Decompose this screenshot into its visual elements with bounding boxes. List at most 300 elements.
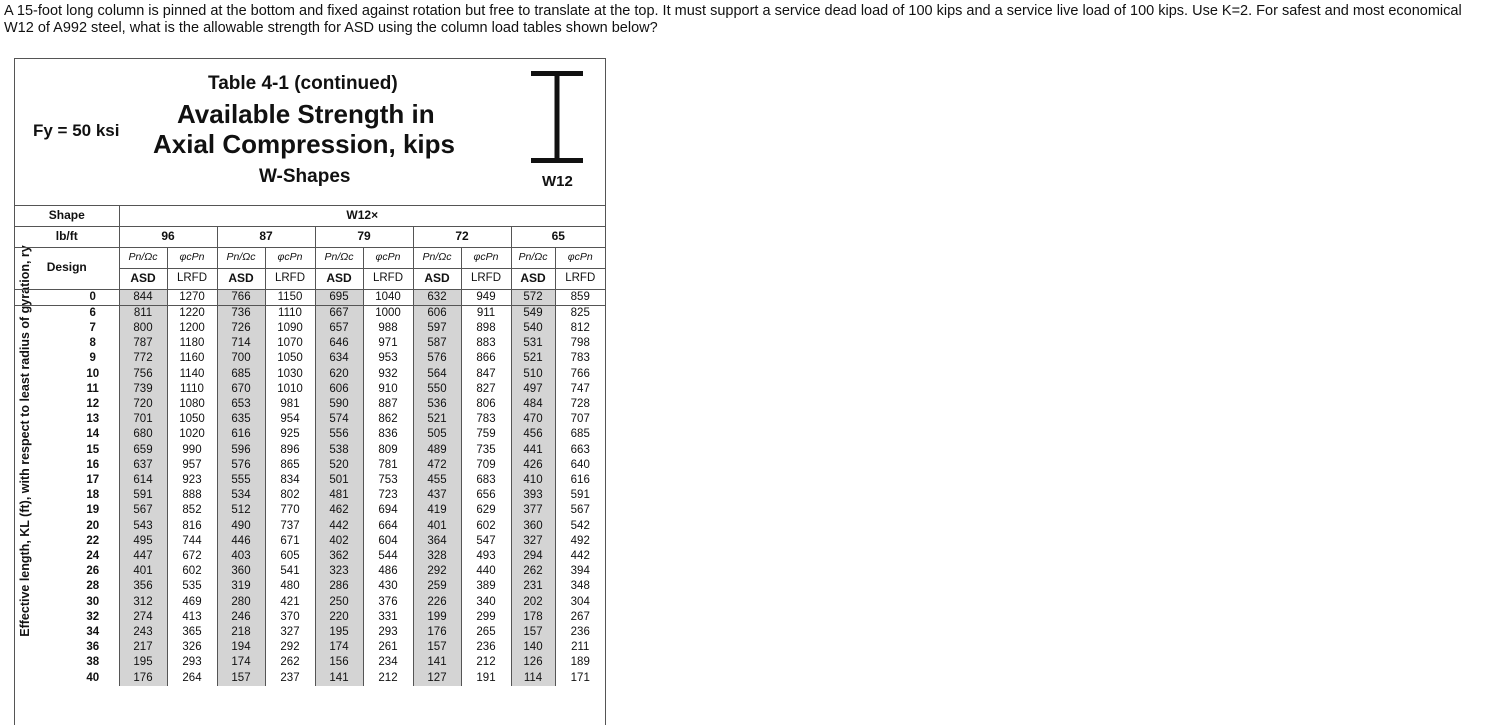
lrfd-strength-cell: 896 bbox=[265, 443, 315, 458]
asd-strength-cell: 403 bbox=[217, 549, 265, 564]
table-row bbox=[15, 397, 605, 412]
lrfd-strength-cell: 990 bbox=[167, 443, 217, 458]
asd-strength-cell: 126 bbox=[511, 655, 555, 670]
lrfd-strength-cell: 542 bbox=[555, 519, 605, 534]
kl-value: 20 bbox=[86, 519, 100, 532]
lrfd-strength-cell: 535 bbox=[167, 579, 217, 594]
lrfd-strength-cell: 954 bbox=[265, 412, 315, 427]
lrfd-strength-cell: 1270 bbox=[167, 289, 217, 305]
lrfd-strength-cell: 798 bbox=[555, 336, 605, 351]
lrfd-strength-cell: 304 bbox=[555, 595, 605, 610]
kl-value: 28 bbox=[86, 580, 100, 593]
asd-strength-cell: 632 bbox=[413, 289, 461, 305]
axis-spacer bbox=[15, 305, 67, 321]
asd-strength-cell: 294 bbox=[511, 549, 555, 564]
asd-strength-cell: 446 bbox=[217, 534, 265, 549]
lrfd-strength-cell: 236 bbox=[461, 640, 511, 655]
table-row bbox=[15, 564, 605, 579]
lrfd-strength-cell: 1200 bbox=[167, 321, 217, 336]
asd-strength-cell: 259 bbox=[413, 579, 461, 594]
kl-value: 15 bbox=[86, 443, 100, 456]
table-row bbox=[15, 473, 605, 488]
asd-strength-cell: 521 bbox=[511, 351, 555, 366]
kl-value: 14 bbox=[86, 428, 100, 441]
lrfd-strength-cell: 261 bbox=[363, 640, 413, 655]
lrfd-strength-cell: 806 bbox=[461, 397, 511, 412]
lrfd-strength-cell: 1050 bbox=[265, 351, 315, 366]
lrfd-strength-cell: 602 bbox=[167, 564, 217, 579]
weight-72: 72 bbox=[413, 226, 511, 247]
asd-strength-cell: 470 bbox=[511, 412, 555, 427]
kl-value: 0 bbox=[89, 290, 96, 303]
table-number: Table 4-1 (continued) bbox=[208, 73, 398, 94]
asd-strength-cell: 736 bbox=[217, 305, 265, 321]
lrfd-strength-cell: 604 bbox=[363, 534, 413, 549]
lrfd-strength-cell: 340 bbox=[461, 595, 511, 610]
lrfd-strength-cell: 493 bbox=[461, 549, 511, 564]
weight-96: 96 bbox=[119, 226, 217, 247]
table-row bbox=[15, 412, 605, 427]
asd-strength-cell: 596 bbox=[217, 443, 265, 458]
lrfd-strength-cell: 981 bbox=[265, 397, 315, 412]
table-row bbox=[15, 336, 605, 351]
lrfd-strength-cell: 331 bbox=[363, 610, 413, 625]
asd-strength-cell: 685 bbox=[217, 367, 265, 382]
table-row bbox=[15, 610, 605, 625]
asd-strength-cell: 540 bbox=[511, 321, 555, 336]
asd-strength-cell: 194 bbox=[217, 640, 265, 655]
asd-strength-cell: 481 bbox=[315, 488, 363, 503]
asd-strength-cell: 220 bbox=[315, 610, 363, 625]
lrfd-strength-cell: 759 bbox=[461, 427, 511, 442]
table-row bbox=[15, 595, 605, 610]
lrfd-strength-cell: 685 bbox=[555, 427, 605, 442]
axis-spacer bbox=[15, 397, 67, 412]
lrfd-strength-cell: 442 bbox=[555, 549, 605, 564]
asd-strength-cell: 756 bbox=[119, 367, 167, 382]
lrfd-strength-cell: 744 bbox=[167, 534, 217, 549]
asd-strength-cell: 426 bbox=[511, 458, 555, 473]
lrfd-strength-cell: 440 bbox=[461, 564, 511, 579]
asd-strength-cell: 456 bbox=[511, 427, 555, 442]
lrfd-strength-cell: 783 bbox=[461, 412, 511, 427]
lrfd-strength-cell: 264 bbox=[167, 671, 217, 686]
asd-strength-cell: 195 bbox=[119, 655, 167, 670]
lrfd-strength-cell: 709 bbox=[461, 458, 511, 473]
asd-strength-cell: 114 bbox=[511, 671, 555, 686]
asd-strength-cell: 402 bbox=[315, 534, 363, 549]
asd-strength-cell: 174 bbox=[217, 655, 265, 670]
asd-strength-cell: 231 bbox=[511, 579, 555, 594]
asd-strength-cell: 653 bbox=[217, 397, 265, 412]
lrfd-strength-cell: 671 bbox=[265, 534, 315, 549]
table-row bbox=[15, 321, 605, 336]
lrfd-strength-cell: 299 bbox=[461, 610, 511, 625]
lrfd-strength-cell: 1020 bbox=[167, 427, 217, 442]
weight-87: 87 bbox=[217, 226, 315, 247]
shape-series-label: W12 bbox=[542, 173, 573, 190]
asd-strength-cell: 176 bbox=[119, 671, 167, 686]
asd-strength-cell: 844 bbox=[119, 289, 167, 305]
asd-strength-cell: 534 bbox=[217, 488, 265, 503]
kl-value: 18 bbox=[86, 489, 100, 502]
lrfd-strength-cell: 469 bbox=[167, 595, 217, 610]
lrfd-strength-cell: 212 bbox=[461, 655, 511, 670]
kl-value: 10 bbox=[86, 367, 100, 380]
lrfd-symbol: φcPn bbox=[167, 247, 217, 268]
asd-strength-cell: 597 bbox=[413, 321, 461, 336]
lrfd-strength-cell: 834 bbox=[265, 473, 315, 488]
asd-strength-cell: 323 bbox=[315, 564, 363, 579]
lrfd-strength-cell: 365 bbox=[167, 625, 217, 640]
lrfd-strength-cell: 883 bbox=[461, 336, 511, 351]
asd-strength-cell: 218 bbox=[217, 625, 265, 640]
asd-strength-cell: 393 bbox=[511, 488, 555, 503]
lrfd-strength-cell: 486 bbox=[363, 564, 413, 579]
table-row bbox=[15, 503, 605, 518]
lrfd-strength-cell: 1010 bbox=[265, 382, 315, 397]
lrfd-strength-cell: 825 bbox=[555, 305, 605, 321]
lrfd-strength-cell: 591 bbox=[555, 488, 605, 503]
design-label: Design bbox=[15, 247, 119, 289]
axis-spacer bbox=[15, 579, 67, 594]
asd-strength-cell: 442 bbox=[315, 519, 363, 534]
asd-strength-cell: 538 bbox=[315, 443, 363, 458]
asd-strength-cell: 472 bbox=[413, 458, 461, 473]
lrfd-strength-cell: 925 bbox=[265, 427, 315, 442]
lrfd-strength-cell: 1160 bbox=[167, 351, 217, 366]
asd-strength-cell: 700 bbox=[217, 351, 265, 366]
table-row bbox=[15, 367, 605, 382]
lrfd-strength-cell: 1140 bbox=[167, 367, 217, 382]
asd-strength-cell: 243 bbox=[119, 625, 167, 640]
lrfd-strength-cell: 262 bbox=[265, 655, 315, 670]
asd-strength-cell: 419 bbox=[413, 503, 461, 518]
lrfd-strength-cell: 191 bbox=[461, 671, 511, 686]
kl-value: 16 bbox=[86, 458, 100, 471]
asd-strength-cell: 726 bbox=[217, 321, 265, 336]
asd-strength-cell: 127 bbox=[413, 671, 461, 686]
asd-strength-cell: 572 bbox=[511, 289, 555, 305]
asd-strength-cell: 555 bbox=[217, 473, 265, 488]
table-row bbox=[15, 351, 605, 366]
asd-strength-cell: 401 bbox=[119, 564, 167, 579]
asd-strength-cell: 670 bbox=[217, 382, 265, 397]
asd-strength-cell: 377 bbox=[511, 503, 555, 518]
lrfd-strength-cell: 663 bbox=[555, 443, 605, 458]
lrfd-strength-cell: 293 bbox=[167, 655, 217, 670]
table-subtitle: W-Shapes bbox=[259, 166, 351, 187]
axis-spacer bbox=[15, 321, 67, 336]
axis-spacer bbox=[15, 671, 67, 686]
axis-spacer bbox=[15, 595, 67, 610]
asd-strength-cell: 490 bbox=[217, 519, 265, 534]
lrfd-strength-cell: 1220 bbox=[167, 305, 217, 321]
asd-strength-cell: 543 bbox=[119, 519, 167, 534]
lrfd-strength-cell: 212 bbox=[363, 671, 413, 686]
table-row bbox=[15, 382, 605, 397]
asd-strength-cell: 510 bbox=[511, 367, 555, 382]
asd-strength-cell: 140 bbox=[511, 640, 555, 655]
lrfd-strength-cell: 852 bbox=[167, 503, 217, 518]
table-row bbox=[15, 488, 605, 503]
lrfd-strength-cell: 394 bbox=[555, 564, 605, 579]
axis-spacer bbox=[15, 625, 67, 640]
lrfd-strength-cell: 211 bbox=[555, 640, 605, 655]
lrfd-strength-cell: 971 bbox=[363, 336, 413, 351]
lrfd-symbol: φcPn bbox=[555, 247, 605, 268]
asd-symbol: Pn/Ωc bbox=[315, 247, 363, 268]
lrfd-strength-cell: 541 bbox=[265, 564, 315, 579]
asd-strength-cell: 246 bbox=[217, 610, 265, 625]
asd-strength-cell: 202 bbox=[511, 595, 555, 610]
lrfd-strength-cell: 766 bbox=[555, 367, 605, 382]
lrfd-strength-cell: 910 bbox=[363, 382, 413, 397]
asd-strength-cell: 531 bbox=[511, 336, 555, 351]
table-row bbox=[15, 655, 605, 670]
table-row bbox=[15, 549, 605, 564]
table-row bbox=[15, 305, 605, 321]
asd-strength-cell: 156 bbox=[315, 655, 363, 670]
asd-strength-cell: 447 bbox=[119, 549, 167, 564]
lrfd-strength-cell: 836 bbox=[363, 427, 413, 442]
asd-strength-cell: 274 bbox=[119, 610, 167, 625]
kl-value: 8 bbox=[89, 337, 96, 350]
lrfd-strength-cell: 707 bbox=[555, 412, 605, 427]
table-title-line2: Axial Compression, kips bbox=[153, 129, 455, 159]
asd-strength-cell: 362 bbox=[315, 549, 363, 564]
table-title-line1: Available Strength in bbox=[177, 99, 435, 129]
kl-value: 7 bbox=[89, 321, 96, 334]
asd-strength-cell: 564 bbox=[413, 367, 461, 382]
lrfd-strength-cell: 847 bbox=[461, 367, 511, 382]
lrfd-strength-cell: 747 bbox=[555, 382, 605, 397]
table-row bbox=[15, 427, 605, 442]
lrfd-strength-cell: 234 bbox=[363, 655, 413, 670]
axis-spacer bbox=[15, 610, 67, 625]
wide-flange-icon bbox=[531, 71, 583, 163]
lrfd-label: LRFD bbox=[555, 268, 605, 289]
kl-value: 30 bbox=[86, 595, 100, 608]
asd-label: ASD bbox=[413, 268, 461, 289]
asd-strength-cell: 501 bbox=[315, 473, 363, 488]
kl-value: 24 bbox=[86, 549, 100, 562]
kl-value: 40 bbox=[86, 671, 100, 684]
asd-strength-cell: 635 bbox=[217, 412, 265, 427]
kl-value: 17 bbox=[86, 473, 100, 486]
asd-strength-cell: 606 bbox=[413, 305, 461, 321]
kl-value: 13 bbox=[86, 413, 100, 426]
asd-strength-cell: 614 bbox=[119, 473, 167, 488]
lrfd-strength-cell: 809 bbox=[363, 443, 413, 458]
asd-strength-cell: 646 bbox=[315, 336, 363, 351]
lrfd-strength-cell: 932 bbox=[363, 367, 413, 382]
lrfd-symbol: φcPn bbox=[461, 247, 511, 268]
lrfd-strength-cell: 770 bbox=[265, 503, 315, 518]
lrfd-strength-cell: 827 bbox=[461, 382, 511, 397]
asd-strength-cell: 437 bbox=[413, 488, 461, 503]
asd-strength-cell: 590 bbox=[315, 397, 363, 412]
question-text: A 15-foot long column is pinned at the bottom and fixed against rotation but free to translate at the top. It must support a service dead load of 100 kips and a service live load of 100 kips. Use K=2. For safest and most economical W12 of A992 steel, what is the allowable strength for ASD using the column load tables shown below? bbox=[4, 3, 1462, 36]
lrfd-strength-cell: 911 bbox=[461, 305, 511, 321]
lrfd-strength-cell: 887 bbox=[363, 397, 413, 412]
lrfd-strength-cell: 327 bbox=[265, 625, 315, 640]
lrfd-strength-cell: 753 bbox=[363, 473, 413, 488]
axis-spacer bbox=[15, 458, 67, 473]
asd-strength-cell: 549 bbox=[511, 305, 555, 321]
table-row bbox=[15, 671, 605, 686]
asd-strength-cell: 327 bbox=[511, 534, 555, 549]
lrfd-strength-cell: 189 bbox=[555, 655, 605, 670]
kl-value: 19 bbox=[86, 504, 100, 517]
lrfd-strength-cell: 888 bbox=[167, 488, 217, 503]
lrfd-strength-cell: 236 bbox=[555, 625, 605, 640]
kl-value: 11 bbox=[86, 382, 99, 395]
lrfd-strength-cell: 1050 bbox=[167, 412, 217, 427]
axis-spacer bbox=[15, 503, 67, 518]
asd-strength-cell: 620 bbox=[315, 367, 363, 382]
asd-strength-cell: 811 bbox=[119, 305, 167, 321]
table-row bbox=[15, 640, 605, 655]
asd-strength-cell: 195 bbox=[315, 625, 363, 640]
lrfd-symbol: φcPn bbox=[363, 247, 413, 268]
lrfd-strength-cell: 370 bbox=[265, 610, 315, 625]
table-row bbox=[15, 443, 605, 458]
asd-strength-cell: 512 bbox=[217, 503, 265, 518]
asd-strength-cell: 157 bbox=[511, 625, 555, 640]
lrfd-strength-cell: 567 bbox=[555, 503, 605, 518]
lrfd-strength-cell: 376 bbox=[363, 595, 413, 610]
asd-strength-cell: 312 bbox=[119, 595, 167, 610]
asd-strength-cell: 157 bbox=[217, 671, 265, 686]
lrfd-strength-cell: 1000 bbox=[363, 305, 413, 321]
asd-strength-cell: 637 bbox=[119, 458, 167, 473]
asd-strength-cell: 550 bbox=[413, 382, 461, 397]
lrfd-strength-cell: 348 bbox=[555, 579, 605, 594]
axis-spacer bbox=[15, 473, 67, 488]
weight-65: 65 bbox=[511, 226, 605, 247]
lrfd-strength-cell: 735 bbox=[461, 443, 511, 458]
asd-label: ASD bbox=[217, 268, 265, 289]
table-row bbox=[15, 625, 605, 640]
kl-value: 22 bbox=[86, 534, 100, 547]
shape-label: Shape bbox=[48, 207, 85, 222]
asd-strength-cell: 495 bbox=[119, 534, 167, 549]
axis-spacer bbox=[15, 564, 67, 579]
lrfd-strength-cell: 1080 bbox=[167, 397, 217, 412]
lrfd-strength-cell: 629 bbox=[461, 503, 511, 518]
lrfd-strength-cell: 781 bbox=[363, 458, 413, 473]
lrfd-strength-cell: 1180 bbox=[167, 336, 217, 351]
lrfd-strength-cell: 1110 bbox=[167, 382, 217, 397]
asd-strength-cell: 591 bbox=[119, 488, 167, 503]
asd-strength-cell: 489 bbox=[413, 443, 461, 458]
lrfd-strength-cell: 957 bbox=[167, 458, 217, 473]
asd-label: ASD bbox=[119, 268, 167, 289]
lrfd-strength-cell: 1090 bbox=[265, 321, 315, 336]
axis-spacer bbox=[15, 443, 67, 458]
asd-strength-cell: 772 bbox=[119, 351, 167, 366]
lrfd-strength-cell: 694 bbox=[363, 503, 413, 518]
kl-value: 12 bbox=[86, 397, 100, 410]
asd-strength-cell: 574 bbox=[315, 412, 363, 427]
asd-strength-cell: 262 bbox=[511, 564, 555, 579]
lrfd-strength-cell: 672 bbox=[167, 549, 217, 564]
asd-strength-cell: 176 bbox=[413, 625, 461, 640]
asd-strength-cell: 178 bbox=[511, 610, 555, 625]
lrfd-strength-cell: 949 bbox=[461, 289, 511, 305]
lrfd-strength-cell: 816 bbox=[167, 519, 217, 534]
lrfd-strength-cell: 783 bbox=[555, 351, 605, 366]
lrfd-strength-cell: 866 bbox=[461, 351, 511, 366]
asd-strength-cell: 250 bbox=[315, 595, 363, 610]
lrfd-strength-cell: 723 bbox=[363, 488, 413, 503]
asd-symbol: Pn/Ωc bbox=[413, 247, 461, 268]
asd-strength-cell: 520 bbox=[315, 458, 363, 473]
lrfd-symbol: φcPn bbox=[265, 247, 315, 268]
asd-strength-cell: 484 bbox=[511, 397, 555, 412]
lrfd-strength-cell: 898 bbox=[461, 321, 511, 336]
axis-spacer bbox=[15, 412, 67, 427]
lrfd-strength-cell: 292 bbox=[265, 640, 315, 655]
asd-strength-cell: 199 bbox=[413, 610, 461, 625]
kl-value: 26 bbox=[86, 565, 100, 578]
asd-strength-cell: 657 bbox=[315, 321, 363, 336]
strength-table bbox=[15, 205, 605, 686]
asd-strength-cell: 606 bbox=[315, 382, 363, 397]
lrfd-strength-cell: 988 bbox=[363, 321, 413, 336]
axis-spacer bbox=[15, 655, 67, 670]
lrfd-strength-cell: 953 bbox=[363, 351, 413, 366]
lrfd-strength-cell: 265 bbox=[461, 625, 511, 640]
axis-spacer bbox=[15, 534, 67, 549]
lrfd-strength-cell: 1150 bbox=[265, 289, 315, 305]
asd-strength-cell: 455 bbox=[413, 473, 461, 488]
table-header bbox=[15, 59, 605, 206]
table-row bbox=[15, 519, 605, 534]
asd-strength-cell: 226 bbox=[413, 595, 461, 610]
asd-strength-cell: 680 bbox=[119, 427, 167, 442]
asd-strength-cell: 174 bbox=[315, 640, 363, 655]
asd-strength-cell: 356 bbox=[119, 579, 167, 594]
axis-spacer bbox=[15, 519, 67, 534]
lrfd-strength-cell: 326 bbox=[167, 640, 217, 655]
lbft-label: lb/ft bbox=[55, 228, 78, 243]
axis-spacer bbox=[15, 289, 67, 305]
lrfd-strength-cell: 728 bbox=[555, 397, 605, 412]
table-row bbox=[15, 534, 605, 549]
asd-symbol: Pn/Ωc bbox=[511, 247, 555, 268]
asd-symbol: Pn/Ωc bbox=[217, 247, 265, 268]
asd-strength-cell: 587 bbox=[413, 336, 461, 351]
axis-spacer bbox=[15, 351, 67, 366]
kl-value: 6 bbox=[89, 306, 96, 319]
kl-value: 32 bbox=[86, 610, 100, 623]
lrfd-strength-cell: 616 bbox=[555, 473, 605, 488]
lrfd-strength-cell: 656 bbox=[461, 488, 511, 503]
asd-strength-cell: 667 bbox=[315, 305, 363, 321]
asd-strength-cell: 521 bbox=[413, 412, 461, 427]
lrfd-strength-cell: 547 bbox=[461, 534, 511, 549]
asd-label: ASD bbox=[315, 268, 363, 289]
table-row bbox=[15, 458, 605, 473]
lrfd-strength-cell: 605 bbox=[265, 549, 315, 564]
lrfd-strength-cell: 267 bbox=[555, 610, 605, 625]
lrfd-strength-cell: 1070 bbox=[265, 336, 315, 351]
asd-strength-cell: 576 bbox=[217, 458, 265, 473]
axis-spacer bbox=[15, 549, 67, 564]
lrfd-strength-cell: 802 bbox=[265, 488, 315, 503]
